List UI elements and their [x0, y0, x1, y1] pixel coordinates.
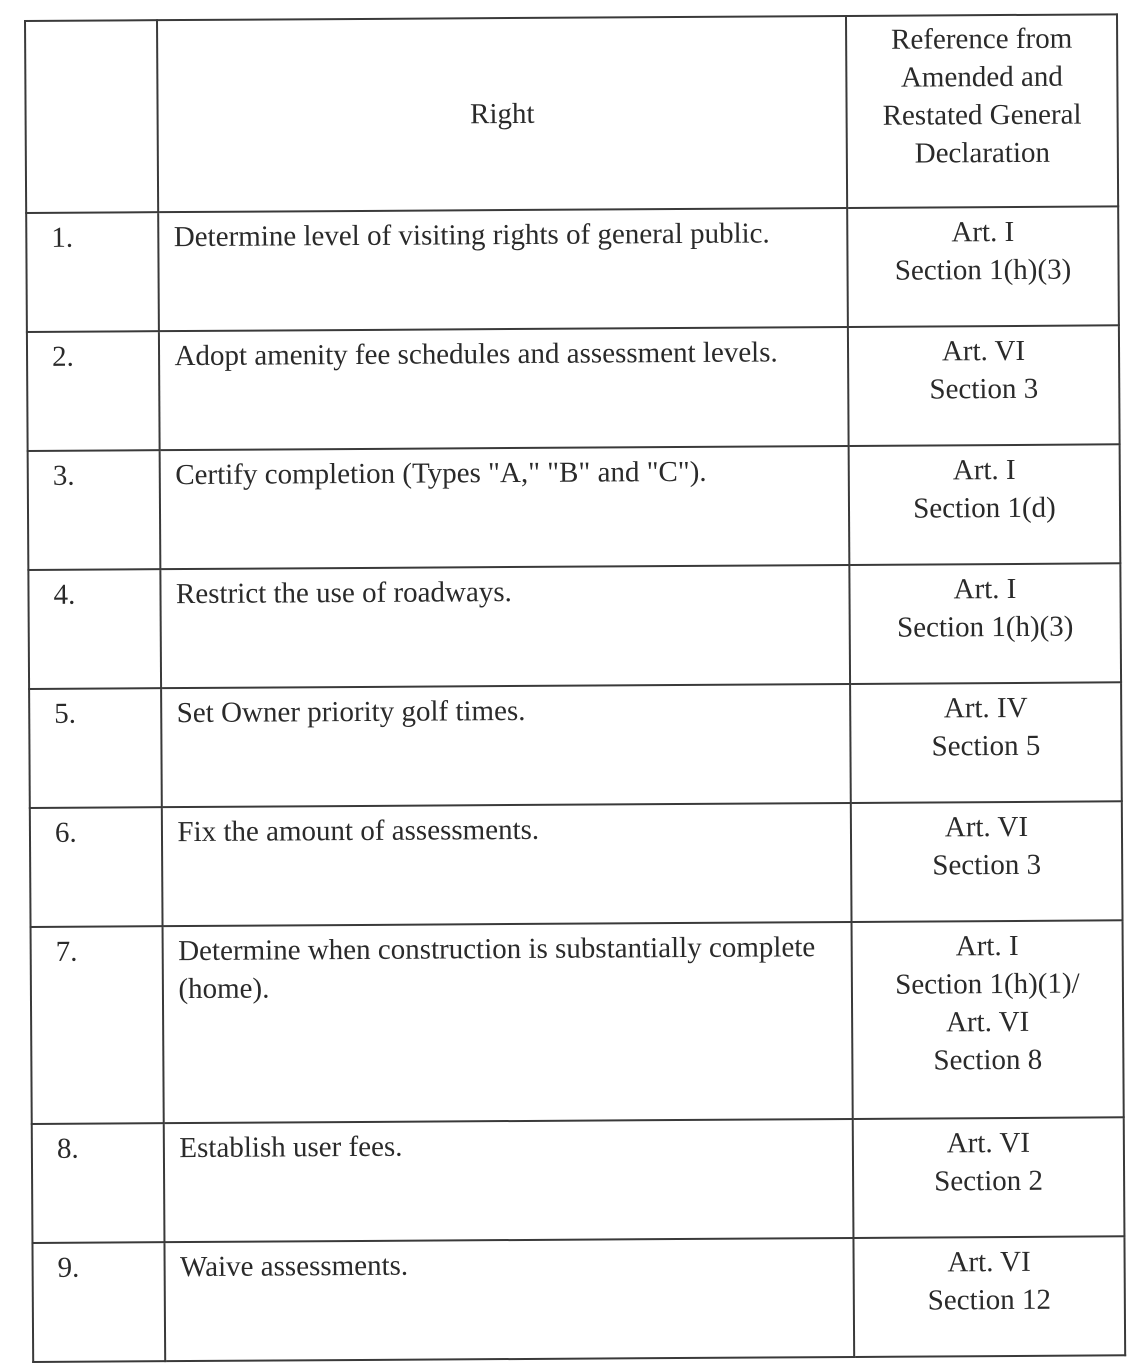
row-right: Establish user fees. — [164, 1119, 853, 1242]
table-row — [32, 1117, 1125, 1243]
table-row — [28, 444, 1121, 570]
table-row — [29, 682, 1122, 808]
row-reference: Art. VI Section 3 — [851, 801, 1123, 922]
row-number: 2. — [27, 331, 160, 451]
header-number — [25, 20, 159, 213]
header-right: Right — [157, 16, 847, 212]
table-header-row — [25, 14, 1118, 213]
row-number: 3. — [28, 450, 161, 570]
row-reference: Art. I Section 1(h)(3) — [847, 206, 1119, 327]
row-number: 1. — [26, 212, 159, 332]
table-row — [26, 206, 1119, 332]
table-row — [27, 325, 1120, 451]
row-number: 7. — [31, 926, 165, 1124]
row-number: 4. — [28, 569, 161, 689]
row-reference: Art. I Section 1(d) — [849, 444, 1121, 565]
table-row — [32, 1236, 1125, 1362]
row-reference: Art. I Section 1(h)(3) — [849, 563, 1121, 684]
rights-table — [24, 13, 1126, 1363]
row-right: Restrict the use of roadways. — [161, 565, 850, 688]
row-reference: Art. VI Section 2 — [853, 1117, 1125, 1238]
row-number: 8. — [32, 1123, 165, 1243]
row-number: 5. — [29, 688, 162, 808]
row-reference: Art. VI Section 3 — [848, 325, 1120, 446]
row-right: Waive assessments. — [165, 1238, 854, 1361]
table-row — [28, 563, 1121, 689]
row-right: Determine when construction is substantially complete (home). — [163, 922, 853, 1123]
row-right: Determine level of visiting rights of general public. — [159, 208, 848, 331]
row-right: Certify completion (Types "A," "B" and "C"). — [160, 446, 849, 569]
row-right: Fix the amount of assessments. — [162, 803, 851, 926]
row-reference: Art. VI Section 12 — [853, 1236, 1125, 1357]
table-row — [31, 920, 1124, 1124]
row-reference: Art. IV Section 5 — [850, 682, 1122, 803]
row-right: Adopt amenity fee schedules and assessment levels. — [159, 327, 848, 450]
row-number: 6. — [30, 807, 163, 927]
table-row — [30, 801, 1123, 927]
header-reference: Reference from Amended and Restated General Declaration — [846, 14, 1118, 208]
row-reference: Art. I Section 1(h)(1)/ Art. VI Section 8 — [852, 920, 1124, 1119]
row-right: Set Owner priority golf times. — [162, 684, 851, 807]
row-number: 9. — [32, 1242, 165, 1362]
